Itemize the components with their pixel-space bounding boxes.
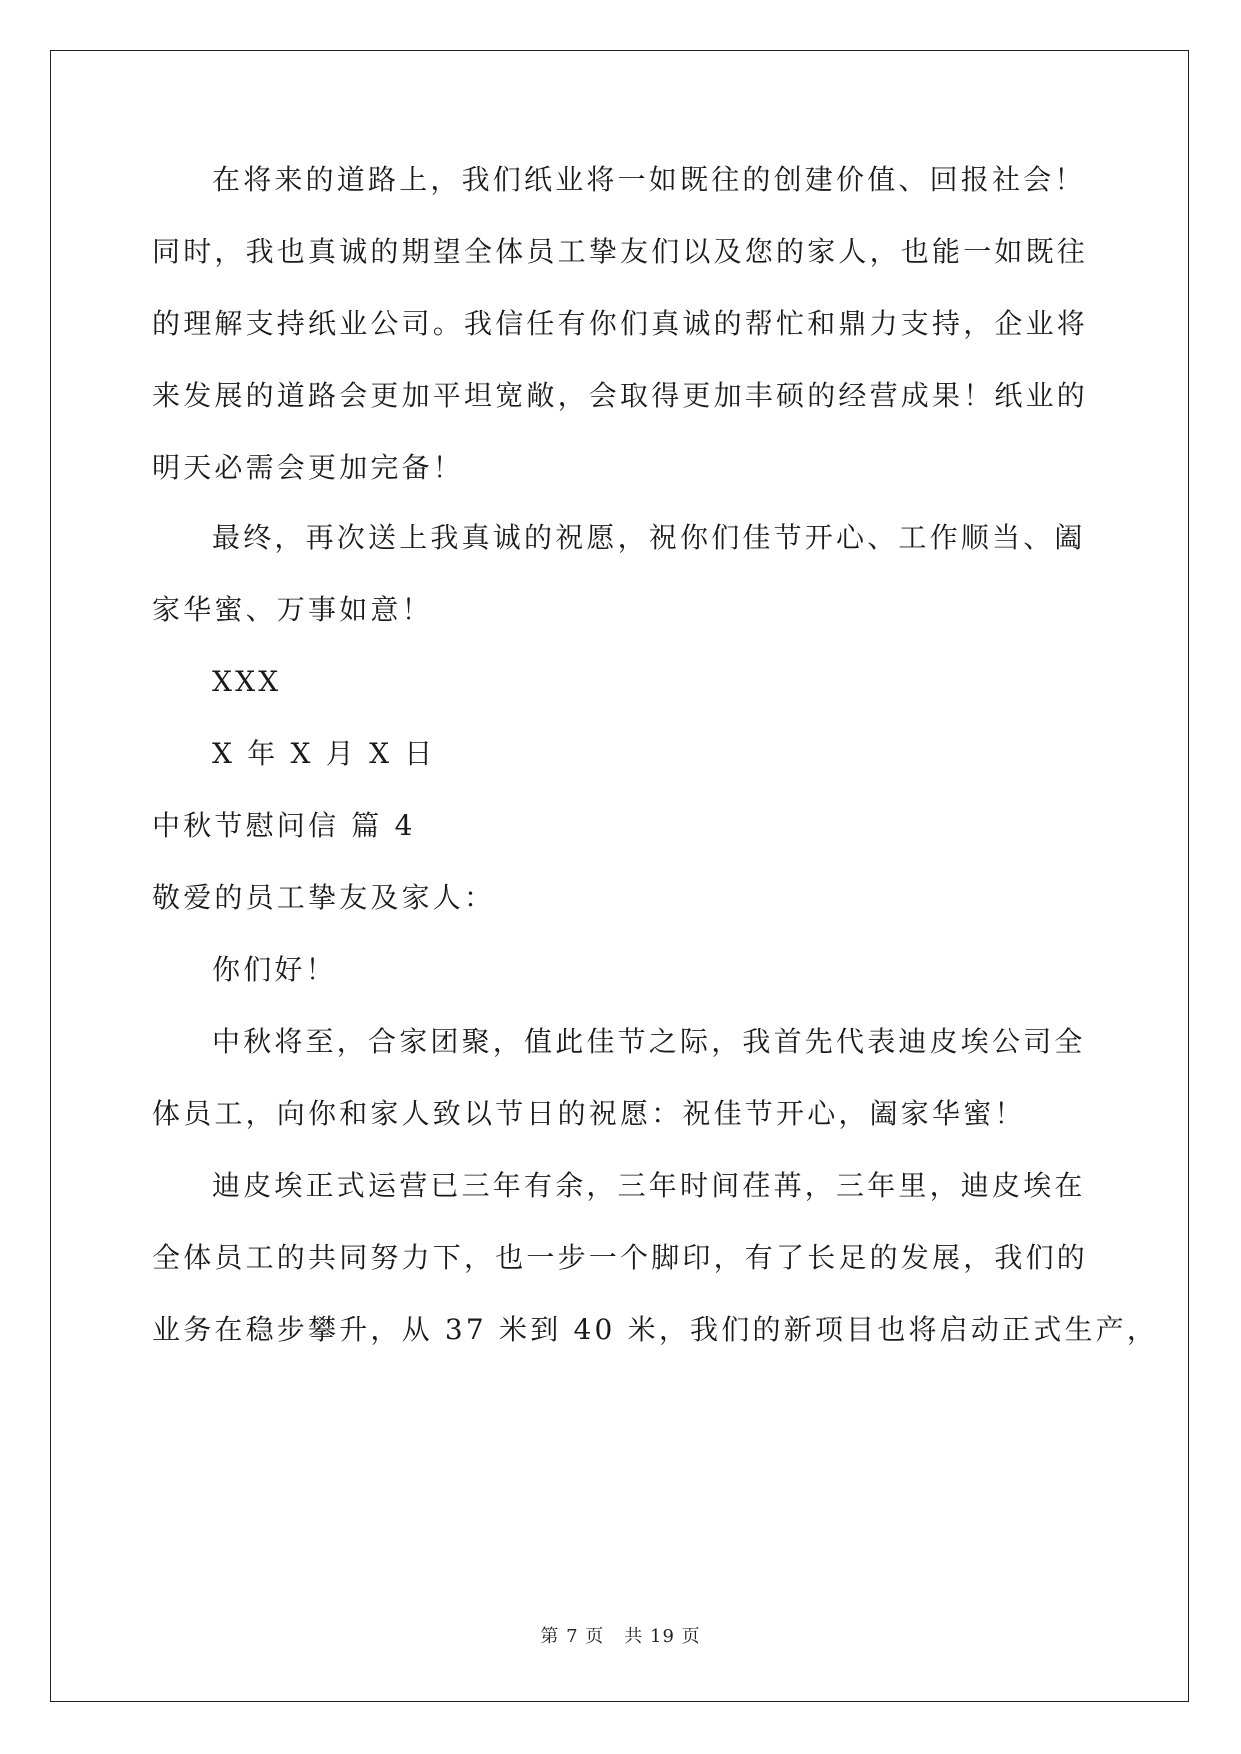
paragraph-line: 中秋将至，合家团聚，值此佳节之际，我首先代表迪皮埃公司全 [212,1025,1086,1058]
greeting: 你们好！ [212,953,337,986]
section-heading: 中秋节慰问信 篇 4 [152,809,416,842]
paragraph-line: 在将来的道路上，我们纸业将一如既往的创建价值、回报社会！ [212,163,1086,196]
page-footer [0,1625,1241,1649]
page-total: 共 19 页 [624,1626,701,1647]
salutation: 敬爱的员工挚友及家人： [152,881,496,914]
paragraph-line: 全体员工的共同努力下，也一步一个脚印，有了长足的发展，我们的 [152,1241,1089,1274]
paragraph-line: 业务在稳步攀升，从 37 米到 40 米，我们的新项目也将启动正式生产， [152,1313,1159,1346]
paragraph-line: 最终，再次送上我真诚的祝愿，祝你们佳节开心、工作顺当、阖 [212,521,1086,554]
page-border [50,50,1189,1702]
paragraph-line: 同时，我也真诚的期望全体员工挚友们以及您的家人，也能一如既往 [152,235,1089,268]
signature-date: X 年 X 月 X 日 [212,737,436,770]
page-number: 第 7 页 [540,1626,605,1647]
paragraph-line: 家华蜜、万事如意！ [152,593,433,626]
signature-name: XXX [212,665,282,698]
paragraph-line: 迪皮埃正式运营已三年有余，三年时间荏苒，三年里，迪皮埃在 [212,1169,1086,1202]
paragraph-line: 体员工，向你和家人致以节日的祝愿：祝佳节开心，阖家华蜜！ [152,1097,1026,1130]
paragraph-line: 明天必需会更加完备！ [152,451,465,484]
paragraph-line: 来发展的道路会更加平坦宽敞，会取得更加丰硕的经营成果！纸业的 [152,379,1089,412]
paragraph-line: 的理解支持纸业公司。我信任有你们真诚的帮忙和鼎力支持，企业将 [152,307,1089,340]
